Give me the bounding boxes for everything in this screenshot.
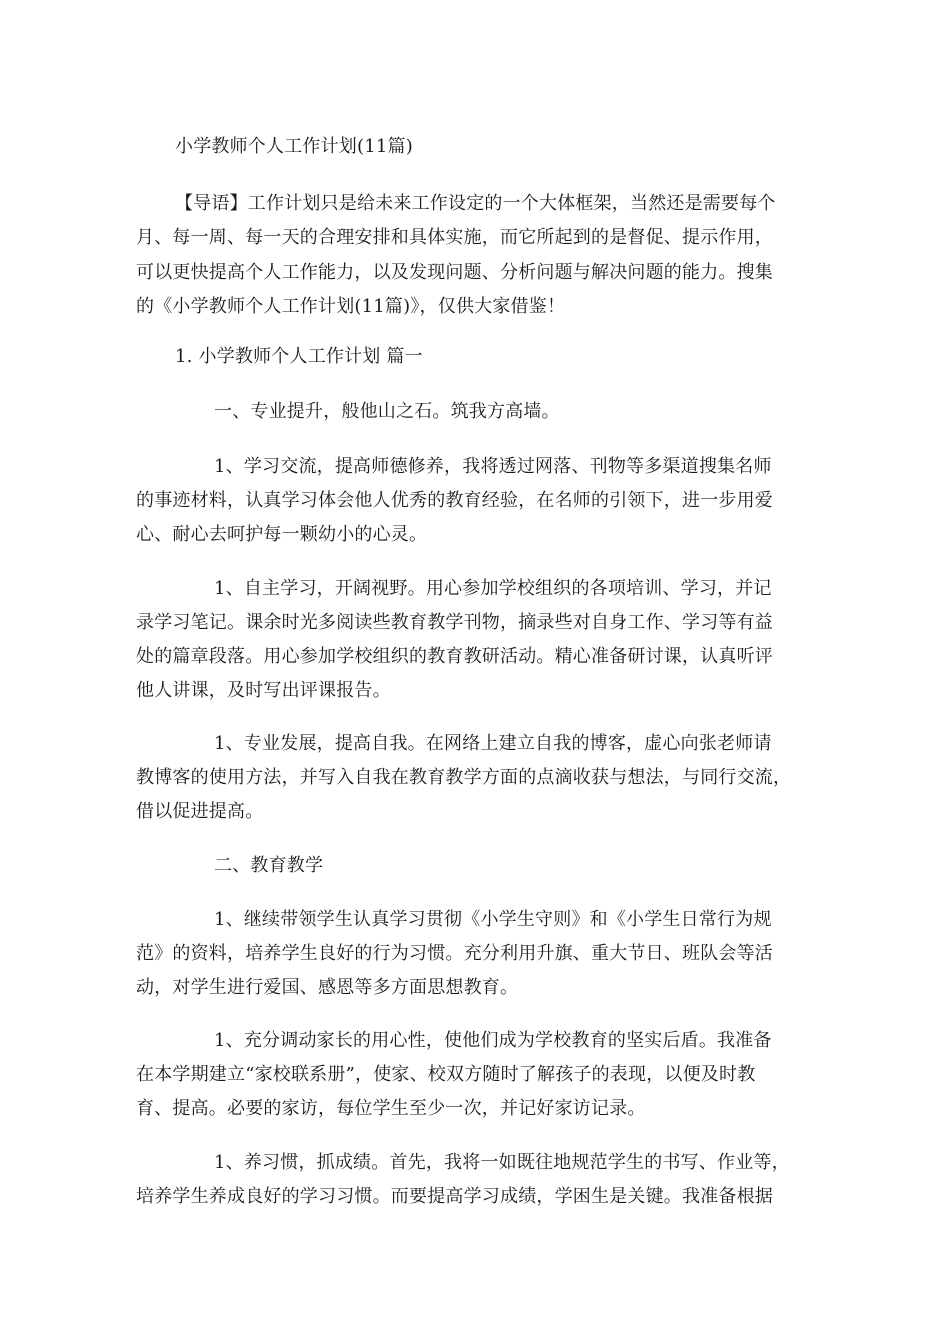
- intro-line: 【导语】工作计划只是给未来工作设定的一个大体框架，当然还是需要每个: [175, 193, 776, 214]
- paragraph-line: 1、养习惯，抓成绩。首先，我将一如既往地规范学生的书写、作业等，: [214, 1152, 790, 1173]
- paragraph-line: 处的篇章段落。用心参加学校组织的教育教研活动。精心准备研讨课，认真听评: [136, 646, 773, 667]
- paragraph-line: 录学习笔记。课余时光多阅读些教育教学刊物，摘录些对自身工作、学习等有益: [136, 612, 773, 633]
- paragraph-line: 1、继续带领学生认真学习贯彻《小学生守则》和《小学生日常行为规: [214, 909, 772, 930]
- paragraph-line: 他人讲课，及时写出评课报告。: [136, 680, 391, 701]
- paragraph-line: 教博客的使用方法，并写入自我在教育教学方面的点滴收获与想法，与同行交流，: [136, 767, 792, 788]
- intro-line: 月、每一周、每一天的合理安排和具体实施，而它所起到的是督促、提示作用，: [136, 227, 773, 248]
- paragraph-line: 1、自主学习，开阔视野。用心参加学校组织的各项培训、学习，并记: [214, 578, 772, 599]
- paragraph-line: 1、专业发展，提高自我。在网络上建立自我的博客，虚心向张老师请: [214, 733, 772, 754]
- intro-line: 的《小学教师个人工作计划(11篇)》，仅供大家借鉴！: [136, 296, 566, 317]
- part2-heading: 二、教育教学: [214, 855, 324, 876]
- paragraph-line: 范》的资料，培养学生良好的行为习惯。充分利用升旗、重大节日、班队会等活: [136, 943, 773, 964]
- document-title: 小学教师个人工作计划(11篇): [175, 136, 413, 157]
- intro-line: 可以更快提高个人工作能力，以及发现问题、分析问题与解决问题的能力。搜集: [136, 262, 773, 283]
- section-heading: 1. 小学教师个人工作计划 篇一: [175, 346, 423, 367]
- paragraph-line: 借以促进提高。: [136, 801, 264, 822]
- part1-heading: 一、专业提升，般他山之石。筑我方高墙。: [214, 401, 560, 422]
- paragraph-line: 1、学习交流，提高师德修养，我将透过网落、刊物等多渠道搜集名师: [214, 456, 772, 477]
- paragraph-line: 的事迹材料，认真学习体会他人优秀的教育经验，在名师的引领下，进一步用爱: [136, 490, 773, 511]
- paragraph-line: 1、充分调动家长的用心性，使他们成为学校教育的坚实后盾。我准备: [214, 1030, 772, 1051]
- paragraph-line: 动，对学生进行爱国、感恩等多方面思想教育。: [136, 977, 519, 998]
- paragraph-line: 培养学生养成良好的学习习惯。而要提高学习成绩，学困生是关键。我准备根据: [136, 1186, 773, 1207]
- paragraph-line: 育、提高。必要的家访，每位学生至少一次，并记好家访记录。: [136, 1098, 646, 1119]
- paragraph-line: 在本学期建立“家校联系册”，使家、校双方随时了解孩子的表现，以便及时教: [136, 1064, 756, 1085]
- paragraph-line: 心、耐心去呵护每一颗幼小的心灵。: [136, 524, 428, 545]
